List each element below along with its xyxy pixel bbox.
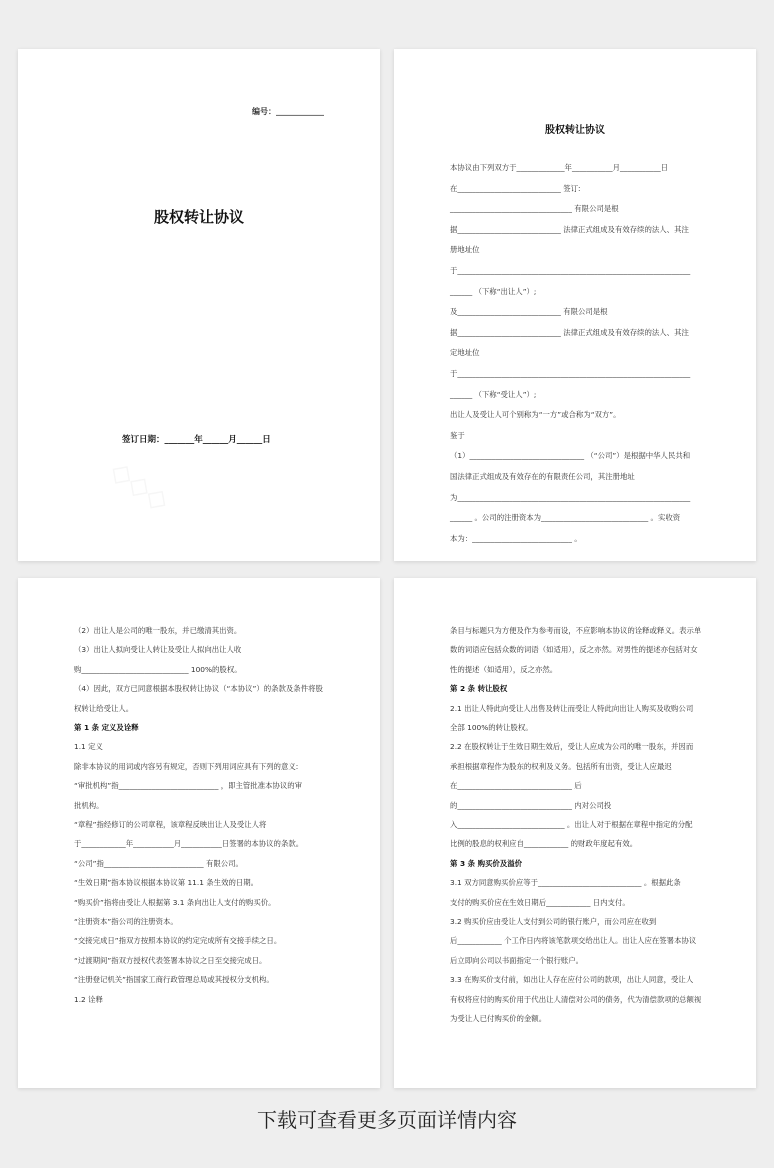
text-line: 于_______________________________________________________________ [450, 266, 691, 275]
text-line: “注册资本”指公司的注册资本。 [74, 917, 178, 926]
contract-number-label: 编号：____________ [252, 107, 324, 116]
text-line: 据____________________________ 法律正式组成及有效存续的法人、其注 [450, 224, 689, 234]
text-line: 出让人及受让人可个别称为“一方”或合称为“双方”。 [450, 410, 621, 420]
text-line: 定地址位 [450, 348, 480, 358]
text-line: 承担根据章程作为股东的权利及义务。包括所有出资，受让人应最迟 [450, 761, 672, 771]
text-line: 条目与标题只为方便及作为参考而设，不应影响本协议的诠释或释义。表示单 [450, 626, 702, 635]
text-line: 2.2 在股权转让于生效日期生效后，受让人应成为公司的唯一股东，并因而 [450, 742, 694, 752]
text-line: 权转让给受让人。 [74, 703, 134, 713]
text-line: 全部 100%的转让股权。 [450, 723, 533, 732]
text-line: ______ （下称“出让人”）; [450, 286, 537, 296]
text-line: 本为：___________________________ 。 [450, 533, 582, 543]
text-line: 册地址位 [450, 245, 480, 255]
page-definitions [18, 578, 380, 1088]
page-preamble [394, 49, 756, 561]
text-line: 除非本协议的用词或内容另有规定，否则下列用词应具有下列的意义: [74, 761, 299, 771]
page-cover [18, 49, 380, 561]
text-line: 入_____________________________ 。出让人对于根据在章程中指定的分配 [450, 820, 693, 829]
text-line: 支付的购买价应在生效日期后____________ 日内支付。 [450, 897, 630, 907]
download-footer-text: 下载可查看更多页面详情内容 [257, 1108, 517, 1132]
text-line: 第 1 条 定义及诠释 [74, 723, 139, 732]
text-line: ______ （下称“受让人”）; [450, 389, 537, 399]
signing-date-label: 签订日期：_______年______月______日 [122, 435, 271, 445]
text-line: 为_______________________________________________________________ [450, 492, 691, 502]
text-line: 批机构。 [74, 800, 104, 810]
text-line: 于_______________________________________________________________ [450, 369, 691, 378]
text-line: “审批机构”指___________________________ ，即主管批准本协议的审 [74, 781, 303, 791]
text-line: 数的词语应包括众数的词语（如适用），反之亦然。对男性的提述亦包括对女 [450, 645, 698, 655]
text-line: 在_______________________________ 后 [450, 781, 582, 791]
text-line: 据____________________________ 法律正式组成及有效存续的法人、其注 [450, 327, 689, 337]
text-line: 在____________________________ 签订: [450, 183, 581, 193]
text-line: 及____________________________ 有限公司是根 [450, 307, 608, 317]
text-line: 为受让人已付购买价的金额。 [450, 1014, 547, 1023]
text-line: _________________________________ 有限公司是根 [450, 204, 619, 214]
text-line: 1.1 定义 [74, 742, 103, 752]
text-line: ______ 。公司的注册资本为_____________________________ 。实收资 [450, 513, 681, 523]
text-line: “交接完成日”指双方按照本协议的约定完成所有交接手续之日。 [74, 936, 282, 946]
text-line: “公司”指___________________________ 有限公司。 [74, 858, 243, 868]
text-line: “生效日期”指本协议根据本协议第 11.1 条生效的日期。 [74, 878, 259, 888]
text-line: 的_______________________________ 内对公司投 [450, 800, 612, 810]
text-line: 第 3 条 购买价及溢价 [450, 858, 522, 868]
text-line: 于____________年___________月___________日签署的本协议的条款。 [74, 839, 304, 849]
text-line: （4）因此，双方已同意根据本股权转让协议（“本协议”）的条款及条件将股 [74, 684, 323, 694]
text-line: （1）_______________________________ （“公司”）是根据中华人民共和 [450, 451, 691, 461]
text-line: “章程”指经修订的公司章程，该章程反映出让人及受让人将 [74, 820, 267, 829]
text-line: 1.2 诠释 [74, 994, 103, 1004]
text-line: 鉴于 [450, 430, 465, 440]
text-line: “注册登记机关”指国家工商行政管理总局或其授权分支机构。 [74, 975, 274, 985]
text-line: 3.2 购买价应由受让人支付到公司的银行账户，而公司应在收到 [450, 917, 657, 926]
text-line: “购买价”指将由受让人根据第 3.1 条向出让人支付的购买价。 [74, 897, 276, 907]
text-line: （2）出让人是公司的唯一股东，并已缴清其出资。 [74, 626, 242, 635]
cover-title: 股权转让协议 [153, 208, 244, 226]
text-line: 后____________ 个工作日内将该笔款项交给出让人。出让人应在签署本协议 [450, 936, 697, 946]
text-line: 3.1 双方同意购买价应等于____________________________ 。根据此条 [450, 878, 681, 888]
text-line: （3）出让人拟向受让人转让及受让人拟向出让人收 [74, 645, 242, 655]
text-line: 后立即向公司以书面指定一个银行账户。 [450, 955, 584, 965]
page-transfer-terms [394, 578, 756, 1088]
text-line: 3.3 在购买价支付前，如出让人存在应付公司的款项，出让人同意，受让人 [450, 975, 694, 985]
text-line: 本协议由下列双方于_____________年___________月___________日 [450, 163, 669, 172]
text-line: 比例的股息的权利应自____________ 的财政年度起有效。 [450, 839, 638, 849]
text-line: 有权将应付的购买价用于代出让人清偿对公司的债务，代为清偿款项的总额视 [450, 994, 702, 1004]
text-line: 性的提述（如适用），反之亦然。 [450, 664, 558, 674]
text-line: 第 2 条 转让股权 [450, 684, 508, 694]
page-title: 股权转让协议 [545, 125, 605, 136]
text-line: 国法律正式组成及有效存在的有限责任公司，其注册地址 [450, 472, 635, 481]
text-line: 购_____________________________ 100%的股权。 [74, 664, 242, 674]
text-line: “过渡期间”指双方授权代表签署本协议之日至交接完成日。 [74, 955, 267, 965]
watermark [104, 453, 176, 517]
text-line: 2.1 出让人特此向受让人出售及转让而受让人特此向出让人购买及收购公司 [450, 703, 694, 713]
